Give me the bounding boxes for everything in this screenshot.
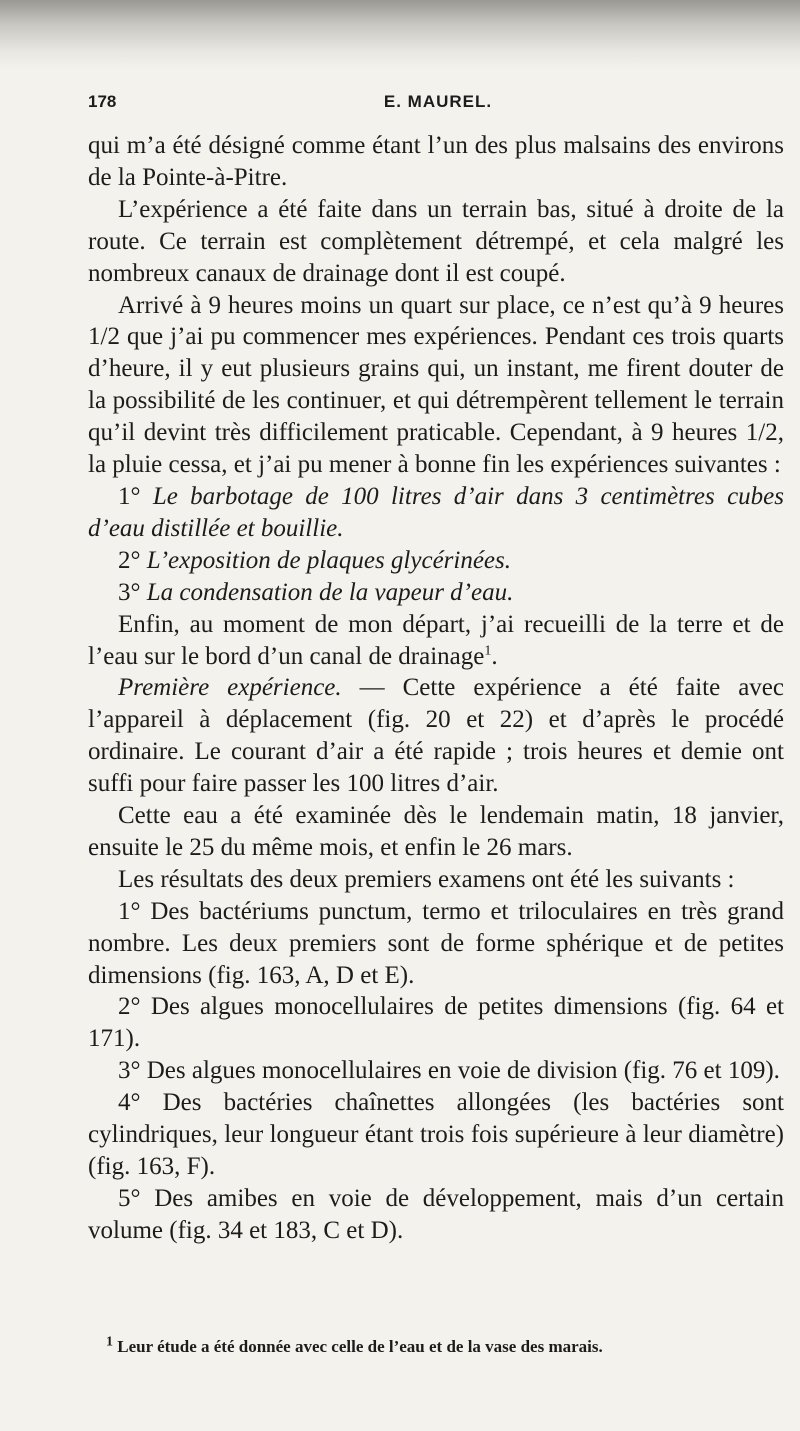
list-item-1: 1° Le barbotage de 100 litres d’air dans 3 centimètres cubes d’eau distillée et bouillie. bbox=[88, 482, 784, 542]
paragraph-3: Arrivé à 9 heures moins un quart sur place, ce n’est qu’à 9 heures 1/2 que j’ai pu commencer mes expériences. Pendant ces trois quarts d’heure, il y eut plusieurs grains qui, un instant, me firent douter de la possibilité de les continuer, et qui détrempèrent tellement le terrain qu’il devint très difficilement praticable. Cependant, à 9 heures 1/2, la pluie cessa, et j’ai pu mener à bonne fin les expériences suivantes : bbox=[88, 291, 784, 479]
paragraph-6: Cette eau a été examinée dès le lendemain matin, 18 janvier, ensuite le 25 du même mois, et enfin le 26 mars. bbox=[88, 802, 784, 861]
footnote-ref: 1 bbox=[484, 643, 492, 659]
footnote bbox=[88, 1334, 784, 1357]
running-title: E. MAUREL. bbox=[383, 92, 493, 111]
paragraph-4: Enfin, au moment de mon départ, j’ai recueilli de la terre et de l’eau sur le bord d’un canal de drainage$^1$. bbox=[88, 610, 784, 670]
paragraph-2: L’expérience a été faite dans un terrain bas, situé à droite de la route. Ce terrain est complètement détrempé, et cela malgré les nombreux canaux de drainage dont il est coupé. bbox=[88, 195, 784, 287]
list-item-3: 3° La condensation de la vapeur d’eau. bbox=[118, 578, 514, 606]
body-text bbox=[88, 130, 784, 1247]
paragraph-7: Les résultats des deux premiers examens ont été les suivants : bbox=[118, 865, 735, 893]
footnote-text: Leur étude a été donnée avec celle de l’eau et de la vase des marais. bbox=[117, 1337, 603, 1356]
result-item-1: 1° Des bactériums punctum, termo et triloculaires en très grand nombre. Les deux premiers sont de forme sphérique et de petites dimensions (fig. 163, A, D et E). bbox=[88, 897, 784, 989]
result-item-5: 5° Des amibes en voie de développement, mais d’un certain volume (fig. 34 et 183, C et D). bbox=[88, 1184, 784, 1244]
paragraph-1: qui m’a été désigné comme étant l’un des plus malsains des environs de la Pointe-à-Pitre. bbox=[88, 132, 784, 191]
footnote-mark: 1 bbox=[106, 1334, 113, 1350]
result-item-2: 2° Des algues monocellulaires de petites dimensions (fig. 64 et 171). bbox=[88, 993, 784, 1053]
list-item-2: 2° L’exposition de plaques glycérinées. bbox=[118, 546, 512, 574]
paragraph-5: Première expérience. — Cette expérience a été faite avec l’appareil à déplacement (fig. 20 et 22) et d’après le procédé ordinaire. Le courant d’air a été rapide ; trois heures et demie ont suffi pour faire passer les 100 litres d’air. bbox=[88, 674, 784, 798]
result-item-4: 4° Des bactéries chaînettes allongées (les bactéries sont cylindriques, leur longueur étant trois fois supérieure à leur diamètre) (fig. 163, F). bbox=[88, 1089, 784, 1180]
page-number: 178 bbox=[88, 92, 117, 111]
result-item-3: 3° Des algues monocellulaires en voie de division (fig. 76 et 109). bbox=[118, 1057, 780, 1085]
page-header bbox=[88, 92, 788, 114]
